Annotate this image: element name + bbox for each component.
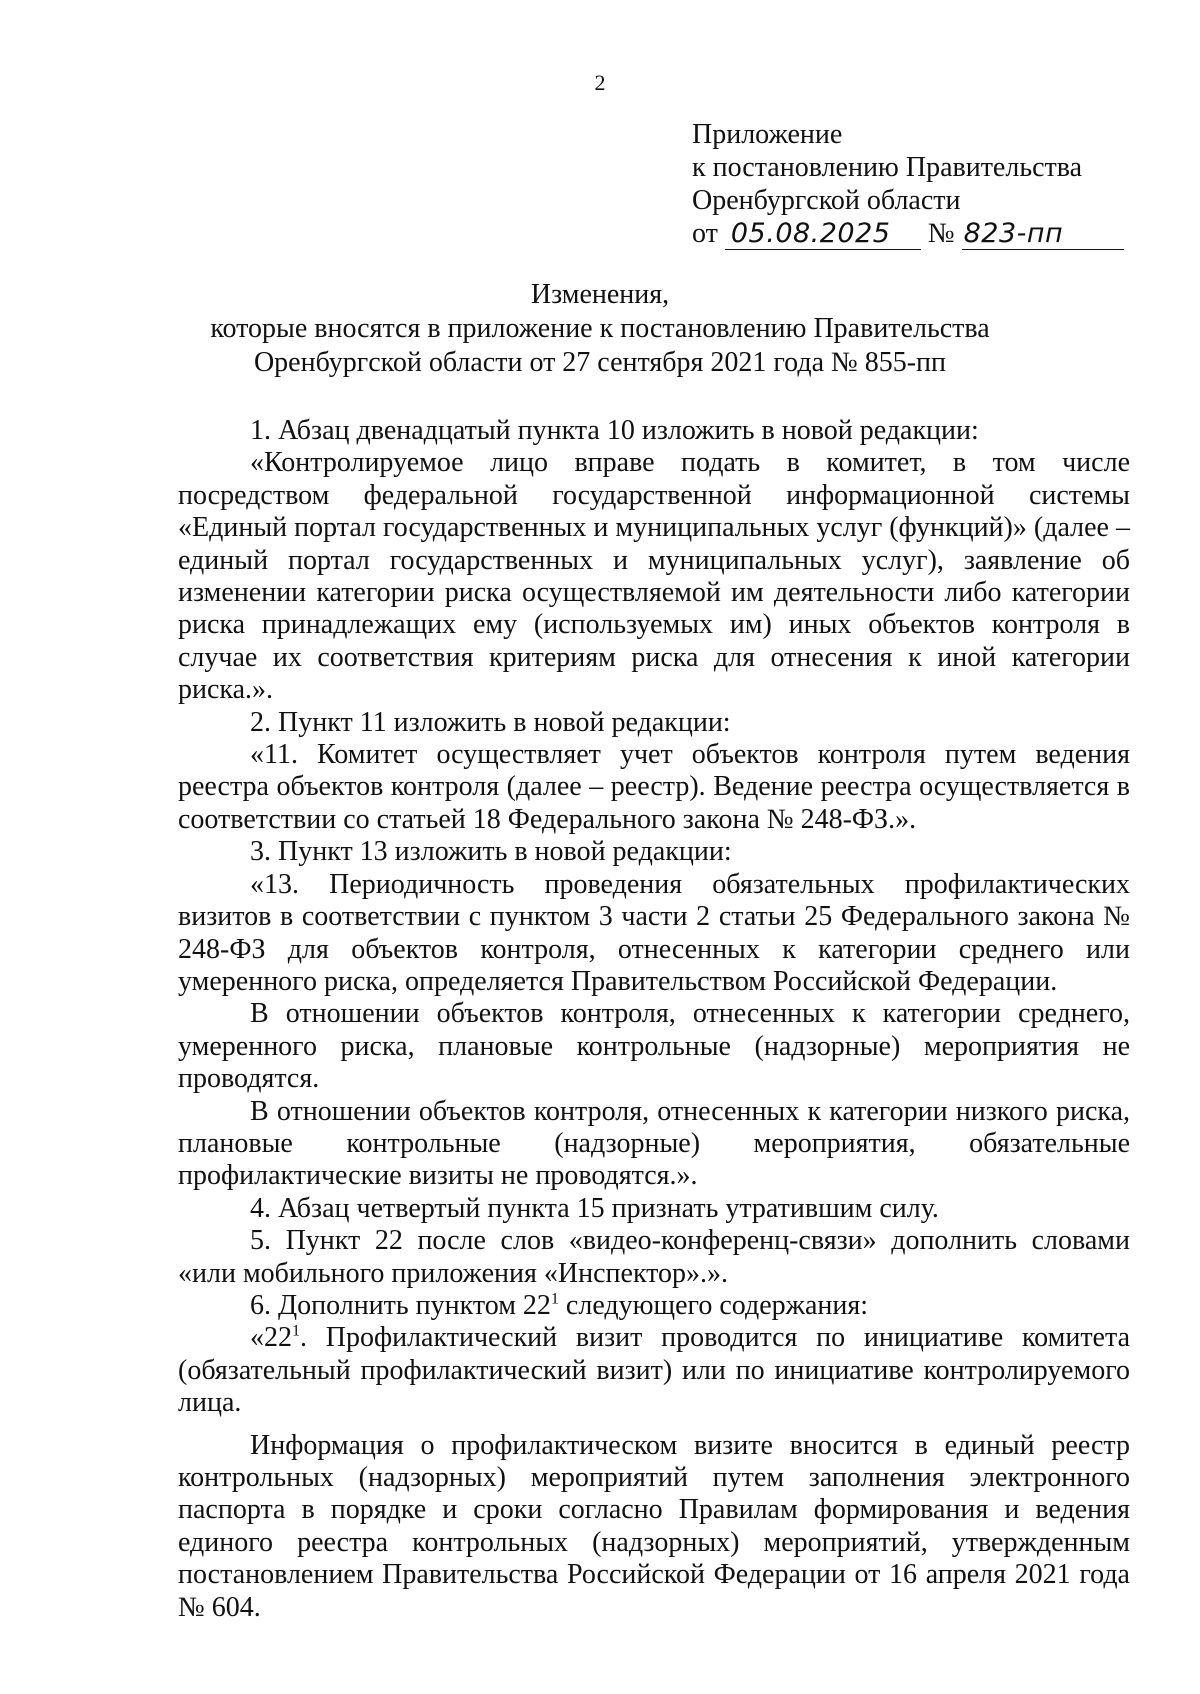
paragraph-12 — [178, 1322, 1130, 1419]
paragraph-8: В отношении объектов контроля, отнесенных к категории низкого риска, плановые контрольные (надзорные) мероприятия, обязательные профилактические визиты не проводятся.». — [178, 1095, 1130, 1192]
title-line-1: Изменения, — [530, 279, 670, 310]
appendix-line-2: к постановлению Правительства — [692, 152, 1083, 183]
paragraph-4: «11. Комитет осуществляет учет объектов контроля путем ведения реестра объектов контроля (далее – реестр). Ведение реестра осуществляется в соответствии со статьей 18 Федерального закона № 248-ФЗ.». — [178, 739, 1130, 835]
title-line-2: которые вносятся в приложение к постановлению Правительства — [210, 313, 990, 344]
paragraph-11-superscript: 1 — [550, 1290, 559, 1308]
paragraph-12-text-a: «22 — [250, 1322, 292, 1354]
appendix-line-1: Приложение — [692, 119, 843, 150]
handwritten-number: 823-пп — [962, 219, 1124, 250]
appendix-date-number-line — [692, 217, 1124, 250]
from-label: от — [692, 218, 718, 249]
handwritten-date: 05.08.2025 — [725, 219, 921, 250]
appendix-line-3: Оренбургской области — [692, 185, 961, 216]
title-line-3: Оренбургской области от 27 сентября 2021 года № 855-пп — [253, 347, 947, 378]
paragraph-11-text-b: следующего содержания: — [558, 1289, 869, 1321]
paragraph-10: 5. Пункт 22 после слов «видео-конференц-связи» дополнить словами «или мобильного приложения «Инспектор».». — [178, 1225, 1130, 1289]
paragraph-2: «Контролируемое лицо вправе подать в комитет, в том числе посредством федеральной государственной информационной системы «Единый портал государственных и муниципальных услуг (функций)» (далее – единый портал государственных и муниципальных услуг), заявление об изменении категории риска осуществляемой им деятельности либо категории риска принадлежащих ему (используемых им) иных объектов контроля в случае их соответствия критериям риска для отнесения к иной категории риска.». — [178, 447, 1130, 706]
paragraph-3: 2. Пункт 11 изложить в новой редакции: — [250, 706, 731, 738]
paragraph-1: 1. Абзац двенадцатый пункта 10 изложить в новой редакции: — [250, 415, 979, 446]
paragraph-7: В отношении объектов контроля, отнесенных к категории среднего, умеренного риска, плановые контрольные (надзорные) мероприятия не проводятся. — [178, 998, 1130, 1095]
paragraph-6: «13. Периодичность проведения обязательных профилактических визитов в соответствии с пунктом 3 части 2 статьи 25 Федерального закона № 248-ФЗ для объектов контроля, отнесенных к категории среднего или умеренного риска, определяется Правительством Российской Федерации. — [178, 868, 1130, 997]
paragraph-11 — [178, 1290, 1130, 1322]
document-title — [0, 278, 1200, 380]
paragraph-5: 3. Пункт 13 изложить в новой редакции: — [250, 836, 732, 868]
document-body — [178, 415, 1130, 1624]
appendix-header — [692, 118, 1124, 250]
paragraph-12-superscript: 1 — [292, 1323, 300, 1341]
paragraph-9: 4. Абзац четвертый пункта 15 признать утратившим силу. — [250, 1192, 939, 1224]
number-label: № — [927, 218, 955, 249]
page-number: 2 — [594, 70, 606, 95]
paragraph-13: Информация о профилактическом визите вносится в единый реестр контрольных (надзорных) мероприятий путем заполнения электронного паспорта в порядке и сроки согласно Правилам формирования и ведения единого реестра контрольных (надзорных) мероприятий, утвержденным постановлением Правительства Российской Федерации от 16 апреля 2021 года № 604. — [178, 1429, 1130, 1623]
paragraph-11-text-a: 6. Дополнить пунктом 22 — [250, 1289, 551, 1321]
paragraph-12-text-b: . Профилактический визит проводится по инициативе комитета (обязательный профилактический визит) или по инициативе контролируемого лица. — [178, 1322, 1130, 1419]
